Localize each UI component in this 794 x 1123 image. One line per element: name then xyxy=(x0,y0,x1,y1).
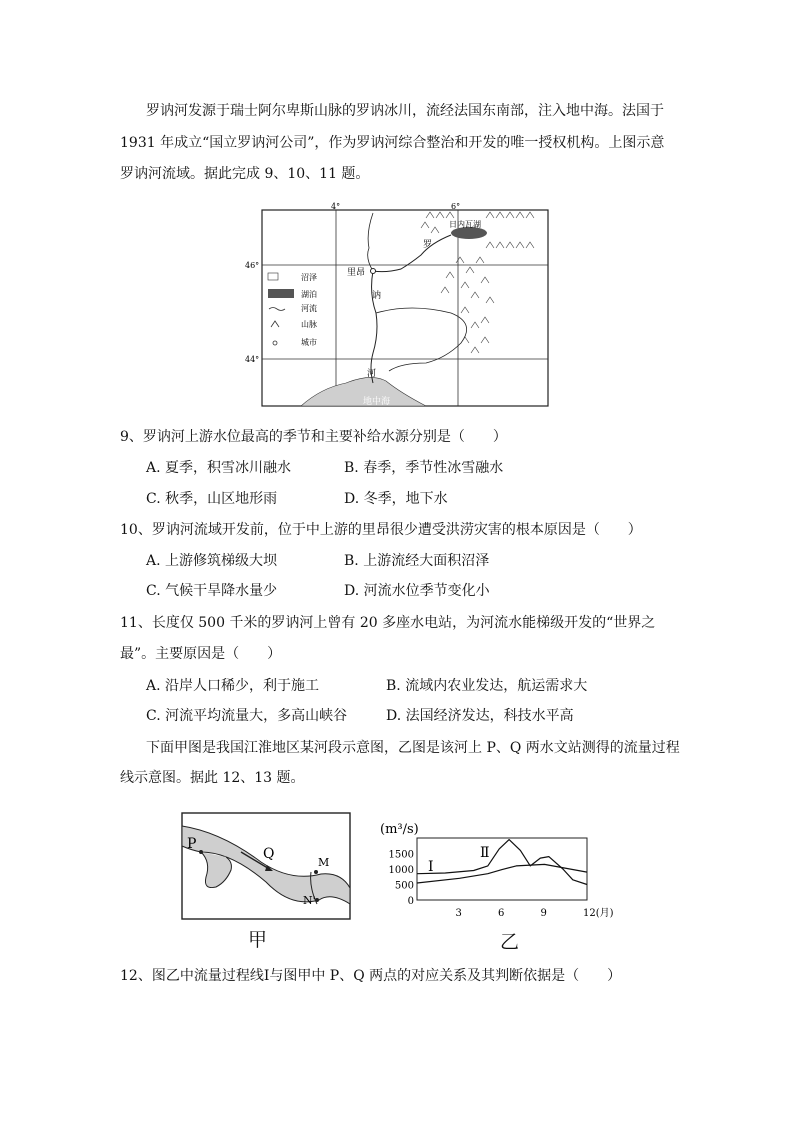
x-tick-label: 3 xyxy=(455,908,462,919)
curve-label-2: Ⅱ xyxy=(480,845,490,861)
point-n: N' xyxy=(303,894,316,907)
intro-line: 罗讷河流域。据此完成 9、10、11 题。 xyxy=(120,166,370,182)
q9-option-c: C. 秋季，山区地形雨 xyxy=(146,491,278,507)
q10-option-b: B. 上游流经大面积沼泽 xyxy=(344,553,490,569)
q11-option-c: C. 河流平均流量大，多高山峡谷 xyxy=(146,708,348,724)
river-label: 河 xyxy=(367,369,377,379)
q9-option-d: D. 冬季，地下水 xyxy=(344,491,448,507)
intro-line: 罗讷河发源于瑞士阿尔卑斯山脉的罗讷冰川，流经法国东南部，注入地中海。法国于 xyxy=(146,103,664,119)
rhone-basin-map xyxy=(245,202,549,407)
chart-unit: (m³/s) xyxy=(380,822,419,837)
x-tick-label: 6 xyxy=(498,908,505,919)
question-10-stem: 10、罗讷河流域开发前，位于中上游的里昂很少遭受洪涝灾害的根本原因是（ ） xyxy=(120,522,642,538)
question-11-stem: 最”。主要原因是（ ） xyxy=(120,646,282,662)
legend-label: 山脉 xyxy=(301,320,317,329)
x-tick-label: 9 xyxy=(540,908,547,919)
river-section-figure xyxy=(181,812,351,922)
legend-label: 城市 xyxy=(301,338,317,347)
lat-label: 44° xyxy=(245,355,260,364)
sea-label: 地中海 xyxy=(363,397,391,407)
point-p: P xyxy=(187,836,197,852)
y-tick-label: 1000 xyxy=(388,865,414,876)
question-12-stem: 12、图乙中流量过程线Ⅰ与图甲中 P、Q 两点的对应关系及其判断依据是（ ） xyxy=(120,968,622,984)
lon-label: 4° xyxy=(331,202,341,211)
y-tick-label: 1500 xyxy=(388,849,414,861)
lat-label: 46° xyxy=(245,261,260,270)
y-tick-label: 500 xyxy=(394,880,414,892)
river-label: 讷 xyxy=(372,291,382,301)
intro-line: 线示意图。据此 12、13 题。 xyxy=(120,770,305,786)
legend-label: 湖泊 xyxy=(301,290,317,299)
caption-yi: 乙 xyxy=(500,931,520,953)
q10-option-c: C. 气候干旱降水量少 xyxy=(146,583,278,599)
q10-option-d: D. 河流水位季节变化小 xyxy=(344,583,490,599)
question-11-stem: 11、长度仅 500 千米的罗讷河上曾有 20 多座水电站，为河流水能梯级开发的“世界之 xyxy=(120,615,656,631)
caption-jia: 甲 xyxy=(248,929,268,951)
q9-option-a: A. 夏季，积雪冰川融水 xyxy=(146,460,292,476)
y-tick-label: 0 xyxy=(407,896,414,907)
intro-line: 下面甲图是我国江淮地区某河段示意图，乙图是该河上 P、Q 两水文站测得的流量过程 xyxy=(146,740,680,756)
lon-label: 6° xyxy=(451,202,461,211)
question-9-stem: 9、罗讷河上游水位最高的季节和主要补给水源分别是（ ） xyxy=(120,429,507,445)
q11-option-b: B. 流域内农业发达，航运需求大 xyxy=(386,678,588,694)
curve-label-1: Ⅰ xyxy=(428,859,434,875)
point-m: M xyxy=(318,856,330,869)
point-q: Q xyxy=(263,846,275,862)
discharge-hydrograph xyxy=(372,815,612,925)
q10-option-a: A. 上游修筑梯级大坝 xyxy=(146,553,278,569)
river-label: 罗 xyxy=(423,240,433,250)
q11-option-a: A. 沿岸人口稀少，利于施工 xyxy=(146,678,320,694)
q11-option-d: D. 法国经济发达，科技水平高 xyxy=(386,708,574,724)
legend-label: 河流 xyxy=(301,304,317,313)
intro-line: 1931 年成立“国立罗讷河公司”，作为罗讷河综合整治和开发的唯一授权机构。上图示意 xyxy=(120,135,665,151)
legend-label: 沼泽 xyxy=(301,273,317,282)
city-label: 里昂 xyxy=(347,268,366,278)
lake-label: 日内瓦湖 xyxy=(449,220,481,229)
q9-option-b: B. 春季，季节性冰雪融水 xyxy=(344,460,504,476)
x-tick-label: 12(月) xyxy=(583,908,614,919)
series-line-2 xyxy=(417,840,587,885)
